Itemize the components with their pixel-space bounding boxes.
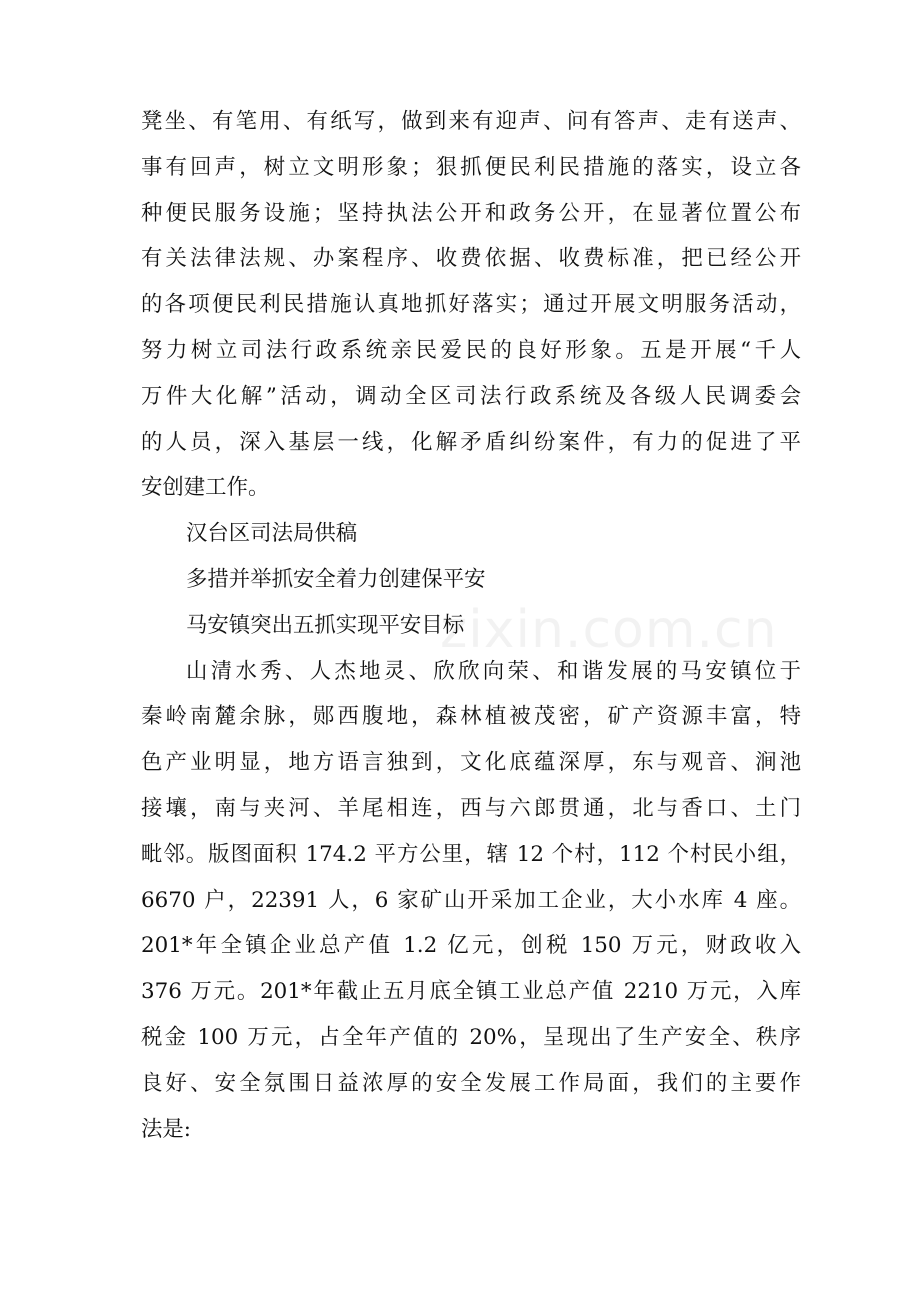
text-line: 毗邻。版图面积 174.2 平方公里，辖 12 个村，112 个村民小组， — [141, 841, 801, 867]
text-line: 色产业明显，地方语言独到，文化底蕴深厚，东与观音、涧池 — [141, 750, 801, 776]
text-line: 有关法律法规、办案程序、收费依据、收费标准，把已经公开 — [141, 246, 801, 272]
text-line: 山清水秀、人杰地灵、欣欣向荣、和谐发展的马安镇位于 — [186, 658, 801, 684]
watermark: zixin.com.cn — [440, 600, 778, 660]
paragraph-p1 — [141, 99, 801, 511]
text-line: 种便民服务设施；坚持执法公开和政务公开，在显著位置公布 — [141, 200, 801, 226]
document-page — [141, 99, 801, 1152]
text-line: 法是: — [141, 1116, 191, 1142]
text-line: 凳坐、有笔用、有纸写，做到来有迎声、问有答声、走有送声、 — [141, 109, 801, 134]
paragraph-p2 — [141, 511, 801, 557]
text-line: 的各项便民利民措施认真地抓好落实；通过开展文明服务活动， — [141, 292, 801, 318]
paragraph-p3 — [141, 557, 801, 603]
text-line: 6670 户，22391 人，6 家矿山开采加工企业，大小水库 4 座。 — [141, 887, 801, 913]
text-line: 的人员，深入基层一线，化解矛盾纠纷案件，有力的促进了平 — [141, 429, 801, 455]
text-line: 安创建工作。 — [141, 475, 270, 501]
paragraph-p5 — [141, 649, 801, 1153]
text-line: 汉台区司法局供稿 — [186, 521, 358, 547]
text-line: 秦岭南麓余脉，郧西腹地，森林植被茂密，矿产资源丰富，特 — [141, 704, 801, 730]
text-line: 努力树立司法行政系统亲民爱民的良好形象。五是开展“千人 — [141, 337, 801, 363]
text-line: 事有回声，树立文明形象；狠抓便民利民措施的落实，设立各 — [141, 154, 801, 180]
text-line: 接壤，南与夹河、羊尾相连，西与六郎贯通，北与香口、土门 — [141, 795, 801, 821]
text-line: 多措并举抓安全着力创建保平安 — [186, 566, 486, 592]
text-line: 376 万元。201*年截止五月底全镇工业总产值 2210 万元，入库 — [141, 979, 801, 1005]
text-line: 马安镇突出五抓实现平安目标 — [186, 612, 465, 638]
text-line: 201*年全镇企业总产值 1.2 亿元，创税 150 万元，财政收入 — [141, 933, 801, 959]
paragraph-p4 — [141, 603, 801, 649]
text-line: 万件大化解”活动，调动全区司法行政系统及各级人民调委会 — [141, 383, 801, 409]
text-line: 良好、安全氛围日益浓厚的安全发展工作局面，我们的主要作 — [141, 1070, 801, 1096]
text-line: 税金 100 万元，占全年产值的 20%，呈现出了生产安全、秩序 — [141, 1024, 801, 1050]
